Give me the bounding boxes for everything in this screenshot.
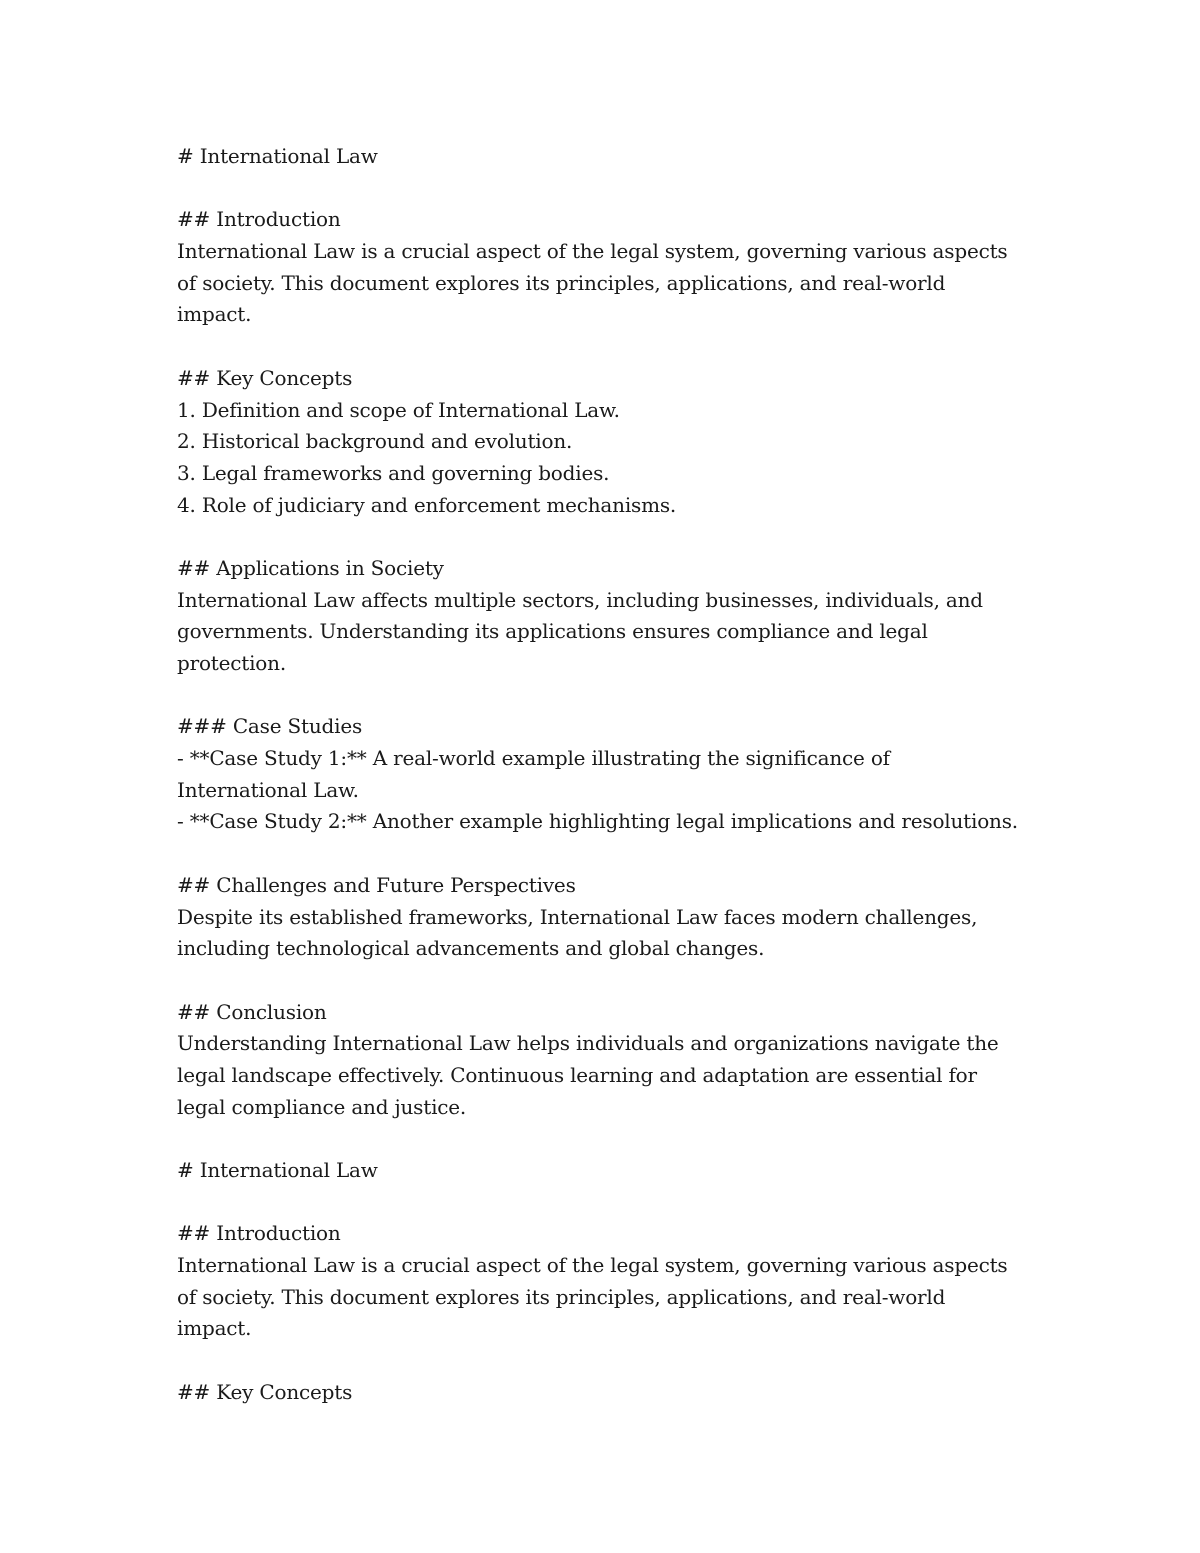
text-line: governments. Understanding its applications ensures compliance and legal <box>177 619 928 644</box>
numbered-list-item: 1. Definition and scope of International Law. <box>177 397 620 422</box>
bullet-list-item: - **Case Study 1:** A real-world example illustrating the significance of <box>177 746 890 771</box>
numbered-list-item: 2. Historical background and evolution. <box>177 429 573 454</box>
numbered-list-item: 3. Legal frameworks and governing bodies. <box>177 460 610 485</box>
section-heading: ## Applications in Society <box>177 555 444 580</box>
text-line: legal compliance and justice. <box>177 1094 467 1119</box>
text-line: International Law. <box>177 777 359 802</box>
blank-line <box>177 680 1037 712</box>
text-line: of society. This document explores its principles, applications, and real-world <box>177 270 946 295</box>
text-line: Understanding International Law helps individuals and organizations navigate the <box>177 1031 999 1056</box>
text-line: International Law affects multiple sectors, including businesses, individuals, and <box>177 587 983 612</box>
section-heading: ## Introduction <box>177 207 341 232</box>
subsection-heading: ### Case Studies <box>177 714 363 739</box>
text-line: protection. <box>177 651 286 675</box>
text-line: including technological advancements and global changes. <box>177 936 765 961</box>
document-title: # International Law <box>177 1158 378 1182</box>
section-heading: ## Challenges and Future Perspectives <box>177 872 576 897</box>
blank-line <box>177 1345 1037 1377</box>
section-heading: ## Key Concepts <box>177 1379 353 1404</box>
blank-line <box>177 965 1037 997</box>
blank-line <box>177 521 1037 553</box>
blank-line <box>177 1187 1037 1219</box>
text-line: impact. <box>177 1316 252 1341</box>
numbered-list-item: 4. Role of judiciary and enforcement mechanisms. <box>177 492 677 517</box>
blank-line <box>177 838 1037 870</box>
bullet-list-item: - **Case Study 2:** Another example highlighting legal implications and resolutions. <box>177 809 1018 834</box>
text-line: International Law is a crucial aspect of the legal system, governing various aspects <box>177 1253 1008 1278</box>
text-line: impact. <box>177 302 252 327</box>
text-line: legal landscape effectively. Continuous learning and adaptation are essential for <box>177 1062 977 1087</box>
blank-line <box>177 331 1037 363</box>
document-body <box>177 141 1037 1409</box>
text-line: of society. This document explores its principles, applications, and real-world <box>177 1284 946 1309</box>
section-heading: ## Introduction <box>177 1221 341 1246</box>
blank-line <box>177 1123 1037 1155</box>
blank-line <box>177 173 1037 205</box>
section-heading: ## Key Concepts <box>177 365 353 390</box>
text-line: Despite its established frameworks, International Law faces modern challenges, <box>177 904 978 929</box>
document-title: # International Law <box>177 144 378 168</box>
section-heading: ## Conclusion <box>177 999 327 1024</box>
text-line: International Law is a crucial aspect of the legal system, governing various aspects <box>177 239 1008 264</box>
